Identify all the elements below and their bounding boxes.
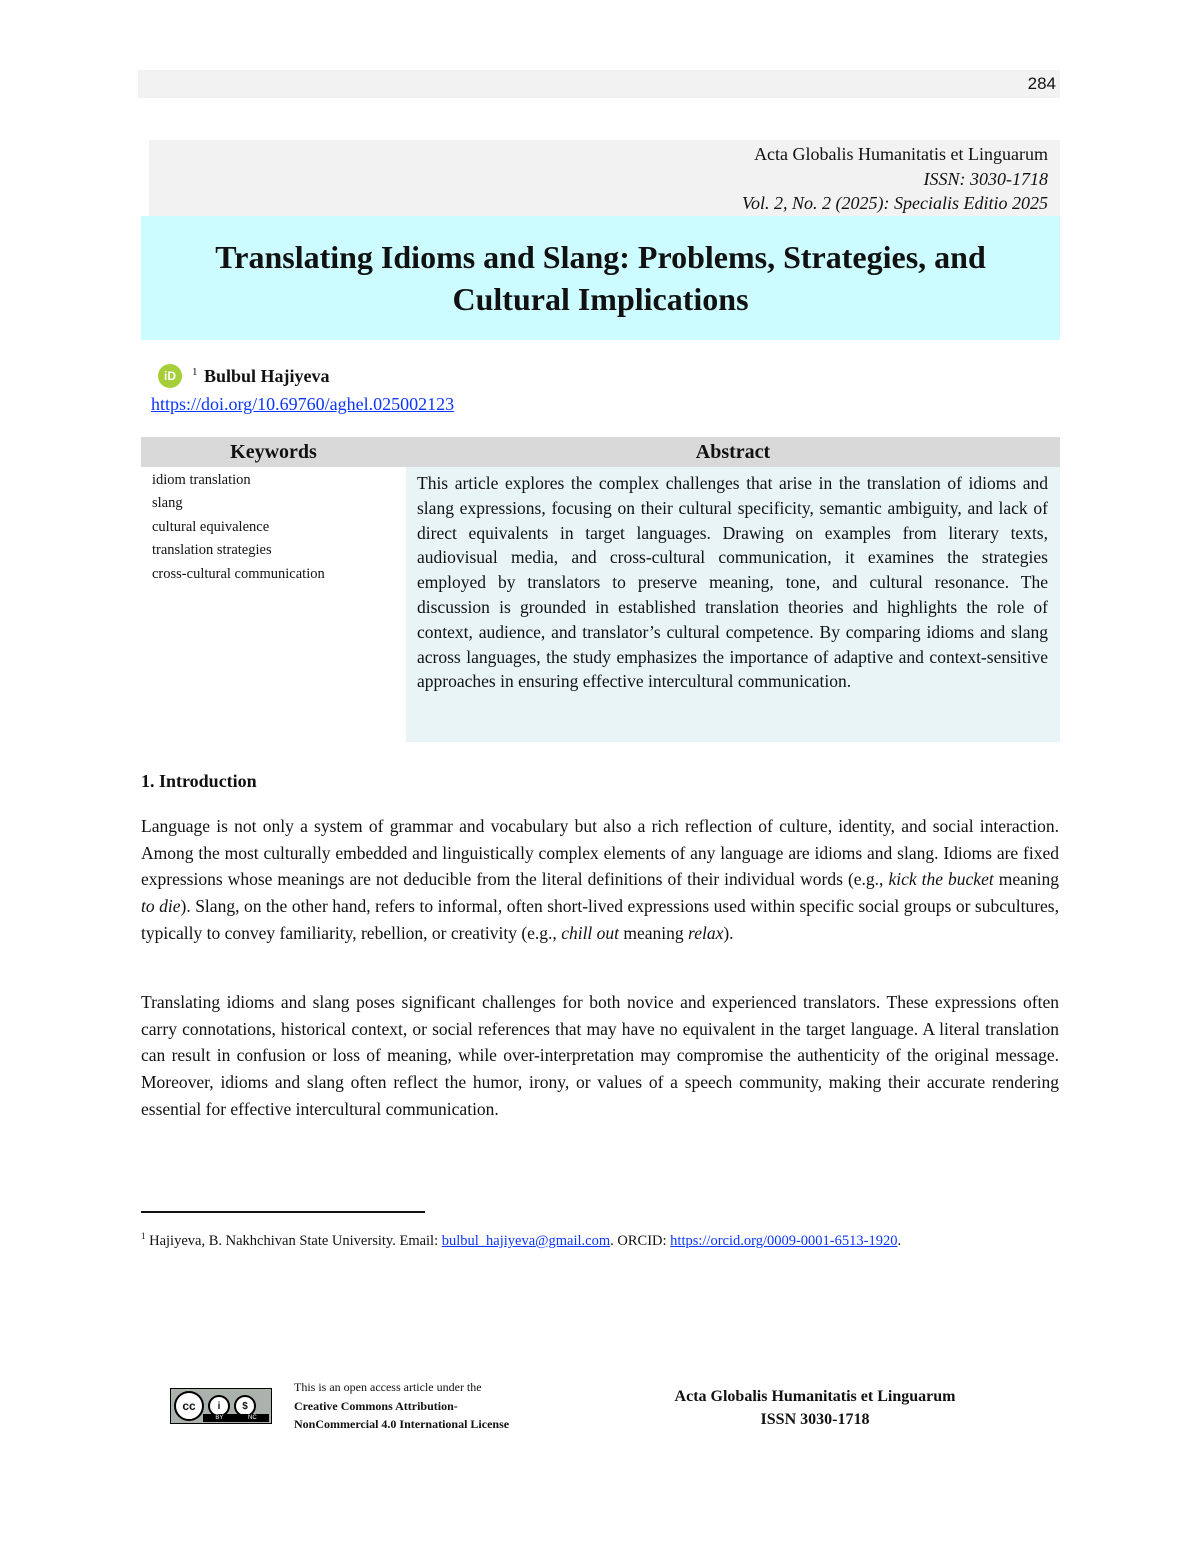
orcid-icon[interactable]: iD: [158, 364, 182, 388]
article-title: [215, 236, 985, 320]
author-line: [158, 364, 330, 388]
author-name-wrap: [192, 366, 330, 387]
license-line-1: This is an open access article under the: [294, 1380, 482, 1394]
cc-nc-label: NC: [248, 1415, 257, 1421]
intro-p1-e: ).: [723, 922, 734, 943]
keywords-column: [141, 467, 406, 742]
page-header-bar: [138, 70, 1060, 98]
nc-dollar-icon: $: [234, 1395, 256, 1417]
table-header: [141, 437, 1060, 467]
abstract-text: This article explores the complex challenges that arise in the translation of idioms and slang expressions, focusing on their cultural specificity, semantic ambiguity, and lack of direct equivalents in target languages. Drawing on examples from literary texts, audiovisual media, and cross-cultural communication, it examines the strategies employed by translators to preserve meaning, tone, and cultural resonance. The discussion is grounded in established translation theories and highlights the role of context, audience, and translator’s cultural competence. By comparing idioms and slang across languages, the study emphasizes the importance of adaptive and context-sensitive approaches in ensuring effective intercultural communication.: [417, 473, 1048, 692]
keyword-item: idiom translation: [152, 472, 251, 488]
intro-p1-a: Language is not only a system of grammar and vocabulary but also a rich reflection of culture, identity, and social interaction. Among the most culturally embedded and linguistically complex elements of any language are idioms and slang. Idioms are fixed expressions whose meanings are not deducible from the literal definitions of their individual words (e.g.,: [141, 816, 1059, 890]
intro-p1-i3: chill out: [561, 922, 620, 943]
cc-by-nc-icon[interactable]: [170, 1388, 272, 1424]
intro-p1-i2: to die: [141, 896, 181, 917]
intro-p1-d: meaning: [619, 922, 689, 943]
page-number: 284: [1027, 74, 1056, 93]
keyword-item: slang: [152, 495, 183, 512]
license-line-2: Creative Commons Attribution-: [294, 1398, 458, 1413]
keywords-header: Keywords: [230, 441, 317, 463]
footnote-mark: 1: [141, 1231, 146, 1241]
intro-p1-b: meaning: [993, 869, 1060, 890]
author-superscript: 1: [192, 365, 198, 378]
intro-p1-c: ). Slang, on the other hand, refers to informal, often short-lived expressions used within specific social groups or subcultures, typically to convey familiarity, rebellion, or creativity (e.g.,: [141, 896, 1059, 943]
license-text: [294, 1378, 509, 1434]
intro-paragraph-1: [141, 813, 1059, 947]
doi-link[interactable]: https://doi.org/10.69760/aghel.025002123: [151, 394, 455, 414]
footnote: [141, 1226, 1041, 1252]
intro-p1-i4: relax: [688, 922, 724, 943]
keywords-list: [141, 467, 406, 586]
footnote-text-a: Hajiyeva, B. Nakhchivan State University. Email:: [145, 1232, 442, 1249]
footnote-orcid-link[interactable]: https://orcid.org/0009-0001-6513-1920: [670, 1232, 898, 1249]
footnote-text-c: .: [897, 1232, 902, 1249]
intro-paragraph-2: Translating idioms and slang poses significant challenges for both novice and experienced translators. These expressions often carry connotations, historical context, or social references that may have no equivalent in the target language. A literal translation can result in confusion or loss of meaning, while over-interpretation may compromise the authenticity of the original message. Moreover, idioms and slang often reflect the humor, irony, or values of a speech community, making their accurate rendering essential for effective intercultural communication.: [141, 992, 1059, 1119]
title-line-2: Cultural Implications: [452, 281, 749, 317]
abstract-header: Abstract: [695, 441, 771, 463]
intro-p1-i1: kick the bucket: [888, 869, 994, 890]
title-line-1: Translating Idioms and Slang: Problems, Strategies, and: [215, 239, 986, 275]
cc-logo-icon: cc: [174, 1391, 204, 1421]
journal-name: Acta Globalis Humanitatis et Linguarum: [754, 144, 1048, 164]
footnote-text-b: . ORCID:: [610, 1232, 671, 1249]
keyword-item: cross-cultural communication: [152, 565, 325, 582]
footer-journal-name: Acta Globalis Humanitatis et Linguarum: [674, 1388, 956, 1405]
footnote-email-link[interactable]: bulbul_hajiyeva@gmail.com: [441, 1232, 611, 1249]
cc-badge-strip: [203, 1414, 269, 1422]
keyword-item: translation strategies: [152, 542, 272, 559]
journal-volume: Vol. 2, No. 2 (2025): Specialis Editio 2025: [742, 193, 1048, 213]
journal-header: [149, 140, 1060, 216]
author-name: Bulbul Hajiyeva: [204, 365, 330, 386]
footer-journal: [640, 1385, 990, 1431]
section-title: 1. Introduction: [141, 771, 257, 791]
journal-issn: ISSN: 3030-1718: [923, 168, 1048, 189]
abstract-column: [406, 467, 1060, 742]
by-person-icon: i: [208, 1395, 230, 1417]
footnote-rule: [141, 1211, 425, 1213]
title-box: [141, 216, 1060, 340]
cc-by-label: BY: [215, 1415, 224, 1421]
keywords-abstract-table: [141, 437, 1060, 742]
license-line-3: NonCommercial 4.0 International License: [294, 1417, 510, 1431]
keyword-item: cultural equivalence: [152, 518, 270, 535]
footer-journal-issn: ISSN 3030-1718: [760, 1411, 870, 1428]
